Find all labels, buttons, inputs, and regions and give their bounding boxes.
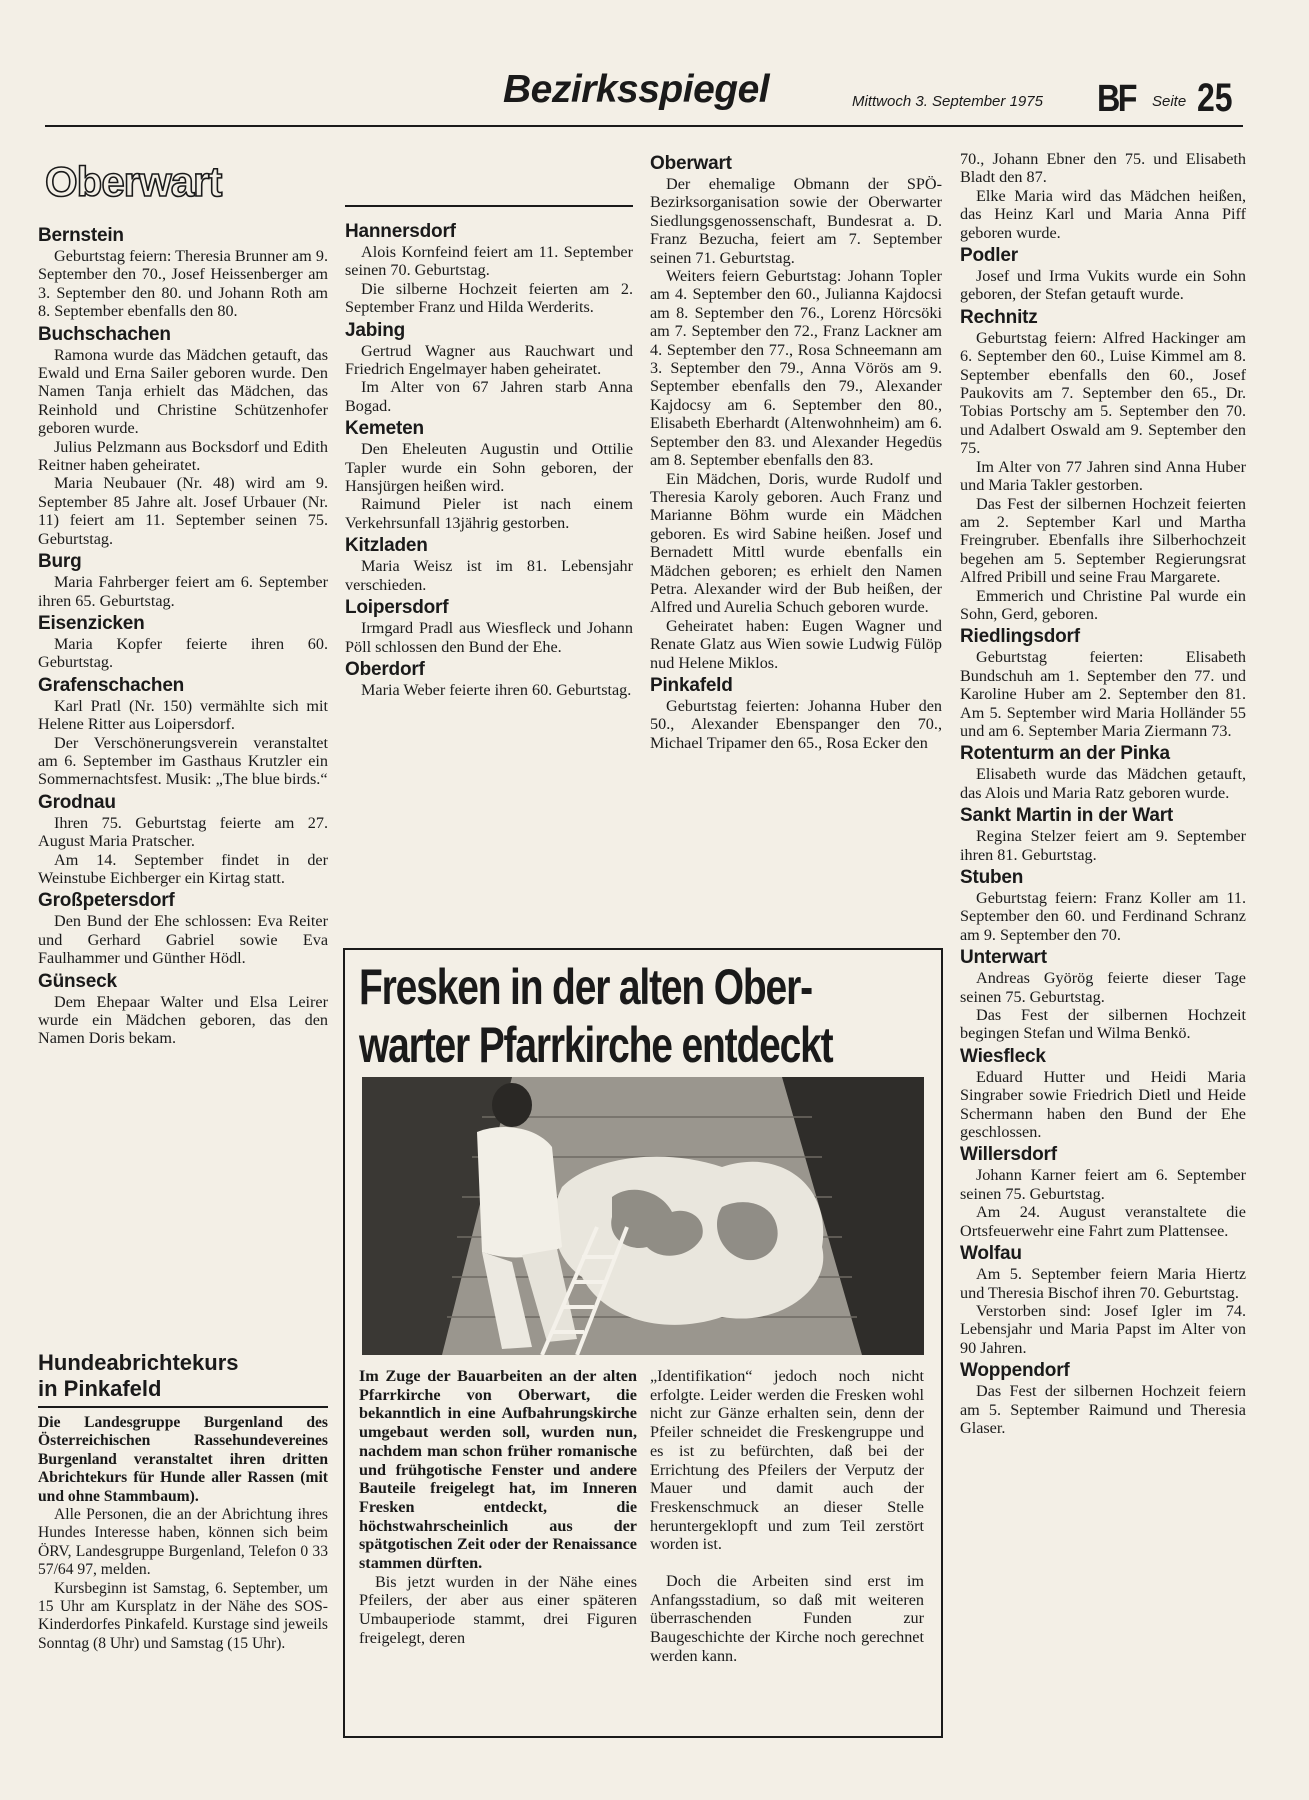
column-2 bbox=[345, 218, 633, 699]
hundekurs-paragraph: Kursbeginn ist Samstag, 6. September, um 15 Uhr am Kursplatz in der Nähe des SOS-Kinderdorfes Pinkafeld. Kurstage sind jeweils Sonntag (8 Uhr) und Samstag (15 Uhr). bbox=[38, 1579, 328, 1652]
news-paragraph: Am 14. September findet in der Weinstube Eichberger ein Kirtag statt. bbox=[38, 850, 328, 887]
place-heading: Stuben bbox=[960, 867, 1024, 888]
place-heading: Bernstein bbox=[38, 225, 124, 246]
news-paragraph: Das Fest der silbernen Hochzeit begingen Stefan und Wilma Benkö. bbox=[960, 1006, 1246, 1043]
news-paragraph: Geheiratet haben: Eugen Wagner und Renate Glatz aus Wien sowie Ludwig Fülöp nud Helene Miklos. bbox=[650, 616, 942, 672]
column-3 bbox=[650, 150, 942, 752]
news-paragraph: Geburtstag feierten: Elisabeth Bundschuh am 1. September den 77. und Karoline Huber am 2. September den 81. Am 5. September wird Maria Holländer 55 und am 6. September Maria Ziermann 73. bbox=[960, 648, 1246, 740]
news-paragraph: Am 24. August veranstaltete die Ortsfeuerwehr eine Fahrt zum Plattensee. bbox=[960, 1203, 1246, 1240]
news-paragraph: Julius Pelzmann aus Bocksdorf und Edith Reitner haben geheiratet. bbox=[38, 437, 328, 475]
feature-left-column bbox=[359, 1367, 637, 1648]
news-paragraph: Maria Fahrberger feiert am 6. September ihren 65. Geburtstag. bbox=[38, 573, 328, 610]
masthead-title: Bezirksspiegel bbox=[503, 68, 770, 111]
news-paragraph: Alois Kornfeind feiert am 11. September seinen 70. Geburtstag. bbox=[345, 243, 633, 280]
news-paragraph: Geburtstag feiern: Franz Koller am 11. September den 60. und Ferdinand Schranz am 9. September den 70. bbox=[960, 889, 1246, 944]
news-paragraph: Die silberne Hochzeit feierten am 2. September Franz und Hilda Werderits. bbox=[345, 279, 633, 317]
news-paragraph: Irmgard Pradl aus Wiesfleck und Johann Pöll schlossen den Bund der Ehe. bbox=[345, 619, 633, 656]
place-heading: Eisenzicken bbox=[38, 612, 145, 634]
feature-headline-line1: Fresken in der alten Ober- bbox=[359, 959, 812, 1015]
masthead-date: Mittwoch 3. September 1975 bbox=[852, 93, 1043, 110]
feature-box bbox=[343, 948, 943, 1738]
place-heading: Großpetersdorf bbox=[38, 890, 175, 912]
place-heading: Oberwart bbox=[650, 153, 732, 174]
feature-headline bbox=[359, 958, 832, 1074]
page-label: Seite bbox=[1152, 93, 1187, 110]
masthead-rule bbox=[45, 125, 1243, 127]
news-paragraph: Ein Mädchen, Doris, wurde Rudolf und Theresia Karoly geboren. Auch Franz und Marianne Böhm wurde ein Mädchen geboren. Es wird Sabine heißen. Josef und Bernadett Mittl wurde ebenfalls ein Mädchen geboren; es erhielt den Namen Petra. Alexander wird der Bub heißen, der Alfred und Aurelia Schuch geboren wurde. bbox=[650, 469, 942, 617]
news-paragraph: 70., Johann Ebner den 75. und Elisabeth Bladt den 87. bbox=[960, 150, 1246, 187]
hundekurs-rule bbox=[38, 1406, 328, 1408]
news-paragraph: Am 5. September feiern Maria Hiertz und Theresia Bischof ihren 70. Geburtstag. bbox=[960, 1265, 1246, 1302]
fresco-photo-illustration bbox=[362, 1077, 924, 1355]
place-heading: Rotenturm an der Pinka bbox=[960, 743, 1170, 765]
feature-paragraph: „Identifikation“ jedoch noch nicht erfolgte. Leider werden die Fresken wohl nicht zur Gänze erhalten sein, denn der Pfeiler schneidet die Freskengruppe und es ist zu befürchten, daß bei der Errichtung des Pfeilers der Verputz der Mauer und damit auch der Freskenschmuck an dieser Stelle heruntergeklopft und zum Teil zerstört worden ist. bbox=[650, 1367, 924, 1554]
place-heading: Kemeten bbox=[345, 418, 424, 440]
newspaper-logo: BF bbox=[1097, 78, 1135, 120]
news-paragraph: Maria Weisz ist im 81. Lebensjahr verschieden. bbox=[345, 557, 633, 594]
news-paragraph: Der Verschönerungsverein veranstaltet am 6. September im Gasthaus Krutzler ein Sommernachtsfest. Musik: „The blue birds.“ bbox=[38, 733, 328, 789]
place-heading: Woppendorf bbox=[960, 1360, 1070, 1382]
place-heading: Jabing bbox=[345, 319, 406, 341]
feature-paragraph: Doch die Arbeiten sind erst im Anfangsstadium, so daß mit weiteren überraschenden Funden zur Baugeschichte der Kirche noch gerechnet werden kann. bbox=[650, 1572, 924, 1665]
place-heading: Willersdorf bbox=[960, 1144, 1057, 1166]
news-paragraph: Im Alter von 67 Jahren starb Anna Bogad. bbox=[345, 378, 633, 415]
news-paragraph: Im Alter von 77 Jahren sind Anna Huber und Maria Takler gestorben. bbox=[960, 457, 1246, 495]
column-4 bbox=[960, 150, 1246, 1437]
column-3-head-rule bbox=[345, 205, 633, 207]
place-heading: Wiesfleck bbox=[960, 1045, 1046, 1067]
place-heading: Unterwart bbox=[960, 947, 1047, 969]
news-paragraph: Das Fest der silbernen Hochzeit feiern am 5. September Raimund und Theresia Glaser. bbox=[960, 1382, 1246, 1437]
news-paragraph: Johann Karner feiert am 6. September seinen 75. Geburtstag. bbox=[960, 1166, 1246, 1203]
place-heading: Kitzladen bbox=[345, 535, 428, 557]
column-1 bbox=[38, 222, 328, 1048]
page-number: 25 bbox=[1197, 76, 1233, 120]
news-paragraph: Raimund Pieler ist nach einem Verkehrsunfall 13jährig gestorben. bbox=[345, 495, 633, 532]
news-paragraph: Regina Stelzer feiert am 9. September ihren 81. Geburtstag. bbox=[960, 827, 1246, 864]
news-paragraph: Gertrud Wagner aus Rauchwart und Friedrich Engelmayer haben geheiratet. bbox=[345, 341, 633, 379]
feature-headline-line2: warter Pfarrkirche entdeckt bbox=[359, 1017, 833, 1073]
hundekurs-article bbox=[38, 1350, 328, 1653]
feature-paragraph: Bis jetzt wurden in der Nähe eines Pfeilers, der aber aus einer späteren Umbauperiode stammt, drei Figuren freigelegt, deren bbox=[359, 1572, 637, 1647]
news-paragraph: Geburtstag feiern: Alfred Hackinger am 6. September den 60., Luise Kimmel am 8. September ebenfalls den 60., Josef Paukovits am 7. September den 65., Dr. Tobias Portschy am 5. September den 70. und Adalbert Oswald am 9. September den 75. bbox=[960, 328, 1246, 458]
hundekurs-paragraph: Alle Personen, die an der Abrichtung ihres Hundes Interesse haben, können sich beim ÖRV, Landesgruppe Burgenland, Telefon 0 33 57/64 97, melden. bbox=[38, 1506, 328, 1579]
news-paragraph: Maria Neubauer (Nr. 48) wird am 9. September 85 Jahre alt. Josef Urbauer (Nr. 11) feiert am 11. September seinen 75. Geburtstag. bbox=[38, 474, 328, 548]
news-paragraph: Verstorben sind: Josef Igler im 74. Lebensjahr und Maria Papst im Alter von 90 Jahren. bbox=[960, 1301, 1246, 1357]
news-paragraph: Das Fest der silbernen Hochzeit feierten am 2. September Karl und Martha Freingruber. Ebenfalls ihre Silberhochzeit begehen am 5. September Regierungsrat Alfred Pribill und seine Frau Margarete. bbox=[960, 494, 1246, 587]
place-heading: Riedlingsdorf bbox=[960, 626, 1080, 648]
news-paragraph: Geburtstag feiern: Theresia Brunner am 9. September den 70., Josef Heissenberger am 3. September den 80. und Johann Roth am 8. September ebenfalls den 80. bbox=[38, 247, 328, 321]
fresco-photo bbox=[362, 1077, 924, 1355]
news-paragraph: Geburtstag feierten: Johanna Huber den 50., Alexander Ebenspanger den 70., Michael Tripamer den 65., Rosa Ecker den bbox=[650, 696, 942, 752]
place-heading: Günseck bbox=[38, 970, 117, 992]
hundekurs-lead: Die Landesgruppe Burgenland des Österreichischen Rassehundevereines Burgenland veranstaltet ihren dritten Abrichtekurs für Hunde aller Rassen (mit und ohne Stammbaum). bbox=[38, 1414, 328, 1505]
news-paragraph: Dem Ehepaar Walter und Elsa Leirer wurde ein Mädchen geboren, das den Namen Doris bekam. bbox=[38, 992, 328, 1048]
feature-right-column bbox=[650, 1367, 924, 1666]
news-paragraph: Weiters feiern Geburtstag: Johann Topler am 4. September den 60., Julianna Kajdocsi am 8. September den 76., Lorenz Hörcsöki am 7. September den 72., Franz Lackner am 4. September den 77., Rosa Schneemann am 3. September den 79., Anna Vörös am 9. September ebenfalls den 79., Alexander Kajdocsy am 6. September den 80., Elisabeth Eberhardt (Altenwohnheim) am 6. September den 83. und Alexander Hegedüs am 8. September ebenfalls den 83. bbox=[650, 267, 942, 470]
news-paragraph: Josef und Irma Vukits wurde ein Sohn geboren, der Stefan getauft wurde. bbox=[960, 267, 1246, 304]
news-paragraph: Emmerich und Christine Pal wurde ein Sohn, Gerd, geboren. bbox=[960, 586, 1246, 623]
place-heading: Buchschachen bbox=[38, 323, 171, 345]
news-paragraph: Ihren 75. Geburtstag feierte am 27. August Maria Pratscher. bbox=[38, 813, 328, 851]
place-heading: Hannersdorf bbox=[345, 221, 456, 242]
news-paragraph: Maria Weber feierte ihren 60. Geburtstag. bbox=[361, 680, 632, 699]
hundekurs-title-line2: in Pinkafeld bbox=[38, 1376, 162, 1401]
news-paragraph: Eduard Hutter und Heidi Maria Singraber sowie Friedrich Dietl und Heide Schermann haben den Bund der Ehe geschlossen. bbox=[960, 1067, 1246, 1142]
news-paragraph: Ramona wurde das Mädchen getauft, das Ewald und Erna Sailer geboren wurde. Den Namen Tanja erhielt das Mädchen, das Reinhold und Christine Schützenhofer geboren wurde. bbox=[38, 345, 328, 438]
news-paragraph: Elke Maria wird das Mädchen heißen, das Heinz Karl und Maria Anna Piff geboren wurde. bbox=[960, 186, 1246, 242]
place-heading: Wolfau bbox=[960, 1243, 1022, 1265]
place-heading: Grodnau bbox=[38, 791, 116, 813]
place-heading: Pinkafeld bbox=[650, 674, 733, 696]
news-paragraph: Elisabeth wurde das Mädchen getauft, das Alois und Maria Ratz geboren wurde. bbox=[960, 765, 1246, 802]
place-heading: Burg bbox=[38, 551, 82, 573]
news-paragraph: Der ehemalige Obmann der SPÖ-Bezirksorganisation sowie der Oberwarter Siedlungsgenossenschaft, Bundesrat a. D. Franz Bezucha, feiert am 7. September seinen 71. Geburtstag. bbox=[650, 175, 942, 267]
hundekurs-title-line1: Hundeabrichtekurs bbox=[38, 1350, 239, 1375]
place-heading: Sankt Martin in der Wart bbox=[960, 805, 1174, 827]
place-heading: Oberdorf bbox=[345, 658, 425, 680]
news-paragraph: Den Bund der Ehe schlossen: Eva Reiter und Gerhard Gabriel sowie Eva Faulhammer und Günther Hödl. bbox=[38, 912, 328, 968]
section-logo: Oberwart bbox=[45, 158, 222, 205]
news-paragraph: Den Eheleuten Augustin und Ottilie Tapler wurde ein Sohn geboren, der Hansjürgen heißen wird. bbox=[345, 440, 633, 496]
place-heading: Podler bbox=[960, 245, 1018, 267]
place-heading: Grafenschachen bbox=[38, 674, 185, 696]
news-paragraph: Andreas Györög feierte dieser Tage seinen 75. Geburtstag. bbox=[960, 969, 1246, 1006]
hundekurs-title bbox=[38, 1350, 328, 1402]
feature-lead: Im Zuge der Bauarbeiten an der alten Pfarrkirche von Oberwart, die bekanntlich in eine Aufbahrungskirche umgebaut werden soll, wurden nun, nachdem man schon früher romanische und frühgotische Fenster und andere Bauteile freigelegt hat, im Inneren Fresken entdeckt, die höchstwahrscheinlich aus der spätgotischen Zeit oder der Renaissance stammen dürften. bbox=[359, 1367, 637, 1573]
news-paragraph: Karl Pratl (Nr. 150) vermählte sich mit Helene Ritter aus Loipersdorf. bbox=[38, 696, 328, 734]
place-heading: Loipersdorf bbox=[345, 597, 449, 619]
news-paragraph: Maria Kopfer feierte ihren 60. Geburtstag. bbox=[38, 634, 328, 672]
place-heading: Rechnitz bbox=[960, 306, 1038, 328]
